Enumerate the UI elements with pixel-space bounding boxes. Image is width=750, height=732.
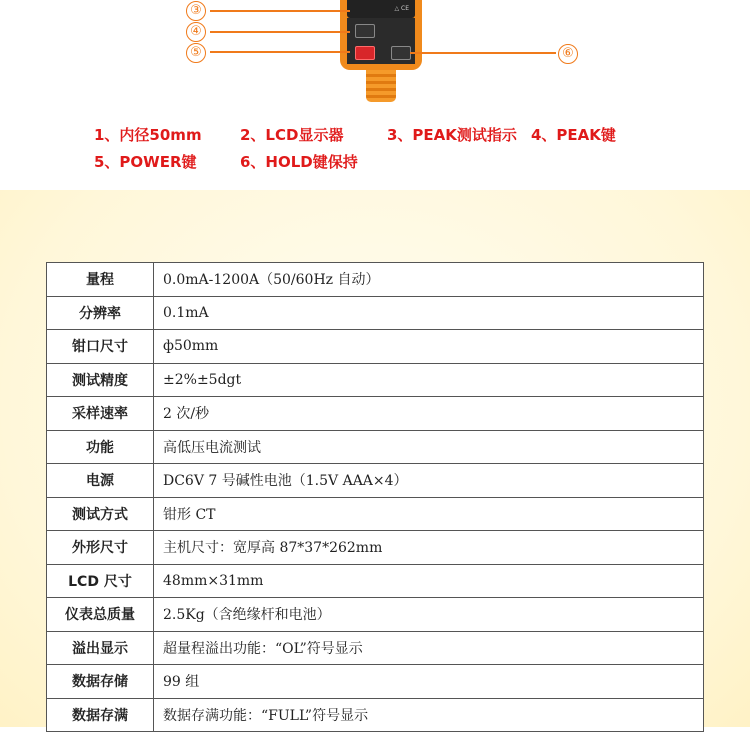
- spec-value: 2 次/秒: [154, 397, 704, 431]
- spec-key: 电源: [47, 464, 154, 498]
- spec-value: 数据存满功能：“FULL”符号显示: [154, 698, 704, 732]
- spec-key: 测试方式: [47, 497, 154, 531]
- spec-key: 溢出显示: [47, 631, 154, 665]
- button-panel: [347, 18, 415, 64]
- callout-3-line: [210, 10, 350, 12]
- table-row: [47, 296, 704, 330]
- table-row: [47, 631, 704, 665]
- meter-device-image: [340, 0, 422, 70]
- table-row: [47, 497, 704, 531]
- table-row: [47, 263, 704, 297]
- spec-key: 采样速率: [47, 397, 154, 431]
- spec-key: LCD 尺寸: [47, 564, 154, 598]
- ce-mark: △ CE: [394, 5, 409, 12]
- spec-key: 分辨率: [47, 296, 154, 330]
- table-row: [47, 698, 704, 732]
- table-row: [47, 598, 704, 632]
- spec-key: 功能: [47, 430, 154, 464]
- table-row: [47, 665, 704, 699]
- peak-button-image: [355, 24, 375, 38]
- callout-3: ③: [186, 1, 206, 21]
- callout-5-line: [210, 51, 350, 53]
- legend-item-5: 5、POWER键: [94, 153, 197, 171]
- callout-5: ⑤: [186, 43, 206, 63]
- hold-button-image: [391, 46, 411, 60]
- callout-6: ⑥: [558, 44, 578, 64]
- spec-value: 0.0mA-1200A（50/60Hz 自动）: [154, 263, 704, 297]
- legend-item-2: 2、LCD显示器: [240, 126, 344, 144]
- spec-key: 钳口尺寸: [47, 330, 154, 364]
- callout-4-line: [210, 31, 350, 33]
- legend-item-4: 4、PEAK键: [531, 126, 616, 144]
- spec-value: 99 组: [154, 665, 704, 699]
- callout-6-line: [410, 52, 556, 54]
- table-row: [47, 363, 704, 397]
- spec-value: 超量程溢出功能：“OL”符号显示: [154, 631, 704, 665]
- legend-item-6: 6、HOLD键保持: [240, 153, 358, 171]
- spec-value: ±2%±5dgt: [154, 363, 704, 397]
- product-photo: [0, 0, 750, 190]
- legend-item-1: 1、内径50mm: [94, 126, 202, 144]
- spec-value: 主机尺寸：宽厚高 87*37*262mm: [154, 531, 704, 565]
- table-row: [47, 397, 704, 431]
- lcd-screen: [347, 0, 415, 18]
- spec-value: ф50mm: [154, 330, 704, 364]
- spec-key: 测试精度: [47, 363, 154, 397]
- power-button-image: [355, 46, 375, 60]
- legend-item-3: 3、PEAK测试指示: [387, 126, 517, 144]
- spec-value: 2.5Kg（含绝缘杆和电池）: [154, 598, 704, 632]
- table-row: [47, 430, 704, 464]
- spec-value: 0.1mA: [154, 296, 704, 330]
- spec-key: 量程: [47, 263, 154, 297]
- spec-value: 钳形 CT: [154, 497, 704, 531]
- spec-value: 高低压电流测试: [154, 430, 704, 464]
- spec-table: [46, 262, 704, 732]
- table-row: [47, 464, 704, 498]
- table-row: [47, 330, 704, 364]
- callout-4: ④: [186, 22, 206, 42]
- spec-key: 数据存储: [47, 665, 154, 699]
- table-row: [47, 564, 704, 598]
- spec-key: 数据存满: [47, 698, 154, 732]
- spec-value: DC6V 7 号碱性电池（1.5V AAA×4）: [154, 464, 704, 498]
- spec-key: 外形尺寸: [47, 531, 154, 565]
- threaded-connector-image: [366, 70, 396, 102]
- spec-key: 仪表总质量: [47, 598, 154, 632]
- table-row: [47, 531, 704, 565]
- spec-value: 48mm×31mm: [154, 564, 704, 598]
